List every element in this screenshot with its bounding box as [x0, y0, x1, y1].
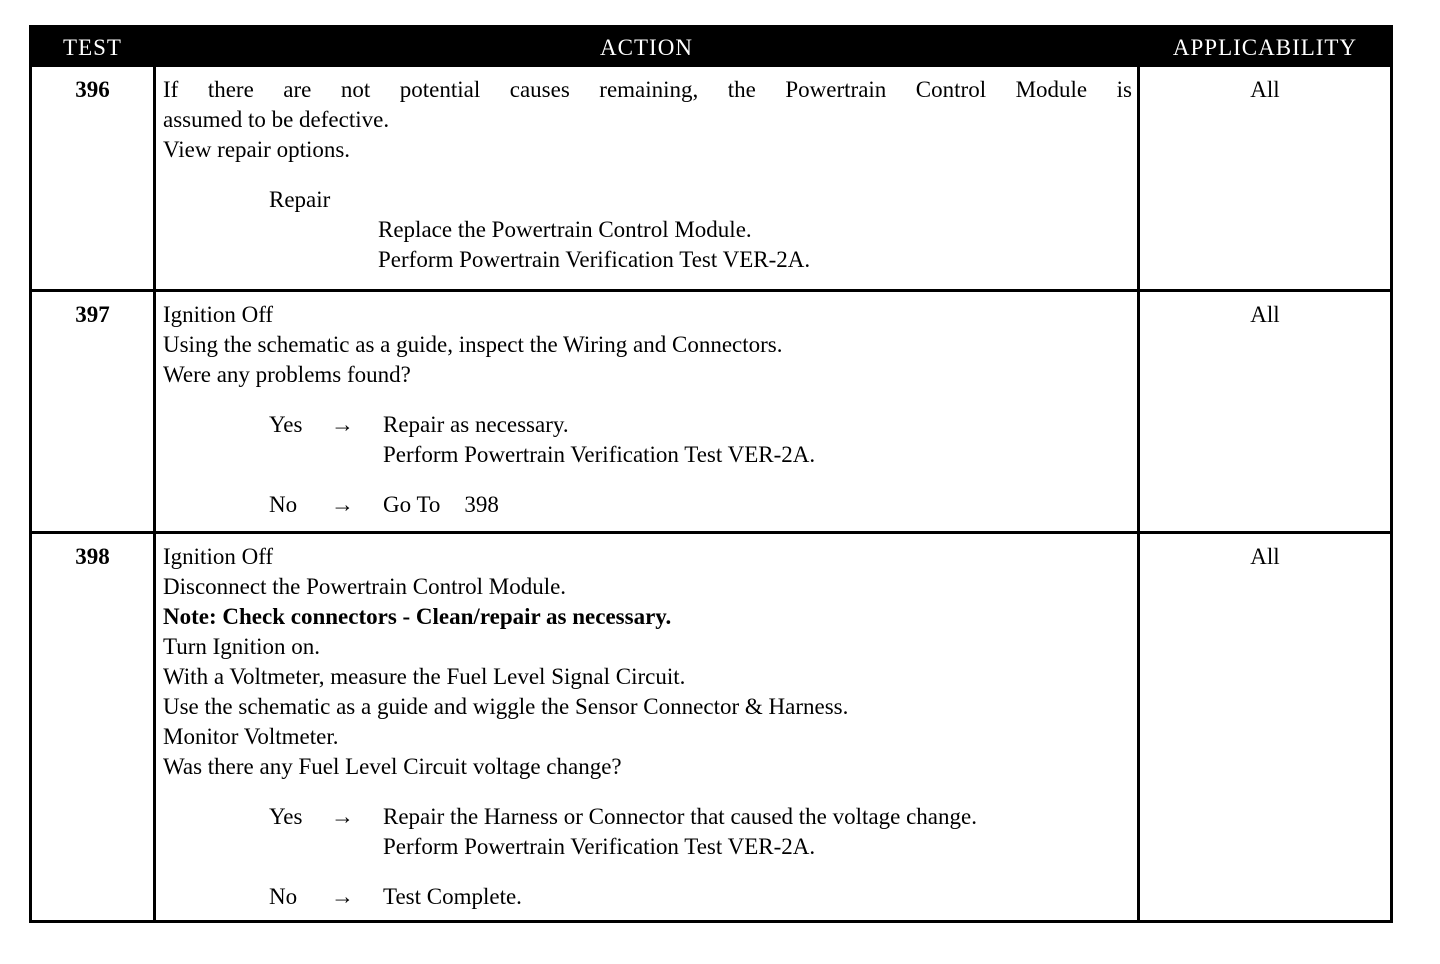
no-option: [163, 490, 1132, 520]
no-option: [163, 882, 1132, 912]
test-number: 396: [75, 77, 110, 102]
yes-option: [163, 802, 1132, 832]
arrow-right-icon: →: [331, 804, 354, 829]
yes-action: Perform Powertrain Verification Test VER-2A.: [383, 834, 816, 859]
no-action: Test Complete.: [383, 884, 522, 909]
yes-option-continued: [163, 832, 1132, 862]
action-line: View repair options.: [163, 137, 351, 162]
action-cell: [153, 292, 1140, 531]
applicability-value: All: [1250, 302, 1280, 327]
action-line: Were any problems found?: [163, 362, 411, 387]
action-line: Monitor Voltmeter.: [163, 724, 339, 749]
arrow-right-icon: →: [331, 884, 354, 909]
action-line: Use the schematic as a guide and wiggle the Sensor Connector & Harness.: [163, 694, 849, 719]
test-number: 398: [75, 544, 110, 569]
applicability-value: All: [1250, 77, 1280, 102]
yes-option-continued: [163, 440, 1132, 470]
no-label: No: [269, 884, 298, 909]
arrow-right-icon: →: [331, 492, 354, 517]
yes-label: Yes: [269, 804, 303, 829]
action-note: Note: Check connectors - Clean/repair as necessary.: [163, 604, 672, 629]
action-line: Ignition Off: [163, 302, 274, 327]
action-line: Was there any Fuel Level Circuit voltage change?: [163, 754, 622, 779]
action-line: If there are not potential causes remaining, the Powertrain Control Module is: [163, 77, 1132, 102]
no-action: [383, 490, 499, 520]
header-applicability: APPLICABILITY: [1172, 35, 1358, 60]
diagnostic-table: [29, 25, 1393, 923]
repair-step: Perform Powertrain Verification Test VER-2A.: [378, 247, 811, 272]
action-line: Turn Ignition on.: [163, 634, 320, 659]
yes-action: Repair the Harness or Connector that caused the voltage change.: [383, 804, 977, 829]
action-line: assumed to be defective.: [163, 107, 390, 132]
action-line: Using the schematic as a guide, inspect the Wiring and Connectors.: [163, 332, 783, 357]
yes-option: [163, 410, 1132, 440]
header-action: ACTION: [600, 35, 693, 60]
applicability-value: All: [1250, 544, 1280, 569]
yes-action: Repair as necessary.: [383, 412, 569, 437]
repair-label: Repair: [269, 187, 331, 212]
table-header: [32, 28, 1390, 67]
table-row-397: [32, 289, 1390, 531]
repair-step: Replace the Powertrain Control Module.: [378, 217, 752, 242]
action-cell: [153, 67, 1140, 289]
table-row-396: [32, 67, 1390, 289]
test-number: 397: [75, 302, 110, 327]
no-label: No: [269, 492, 298, 517]
header-test: TEST: [63, 35, 122, 60]
table-row-398: [32, 531, 1390, 920]
yes-action: Perform Powertrain Verification Test VER-2A.: [383, 442, 816, 467]
action-line: With a Voltmeter, measure the Fuel Level Signal Circuit.: [163, 664, 686, 689]
action-line: Ignition Off: [163, 544, 274, 569]
goto-target: 398: [464, 492, 499, 517]
arrow-right-icon: →: [331, 412, 354, 437]
action-cell: [153, 534, 1140, 920]
yes-label: Yes: [269, 412, 303, 437]
action-line: Disconnect the Powertrain Control Module.: [163, 574, 567, 599]
goto-text: Go To: [383, 492, 441, 517]
